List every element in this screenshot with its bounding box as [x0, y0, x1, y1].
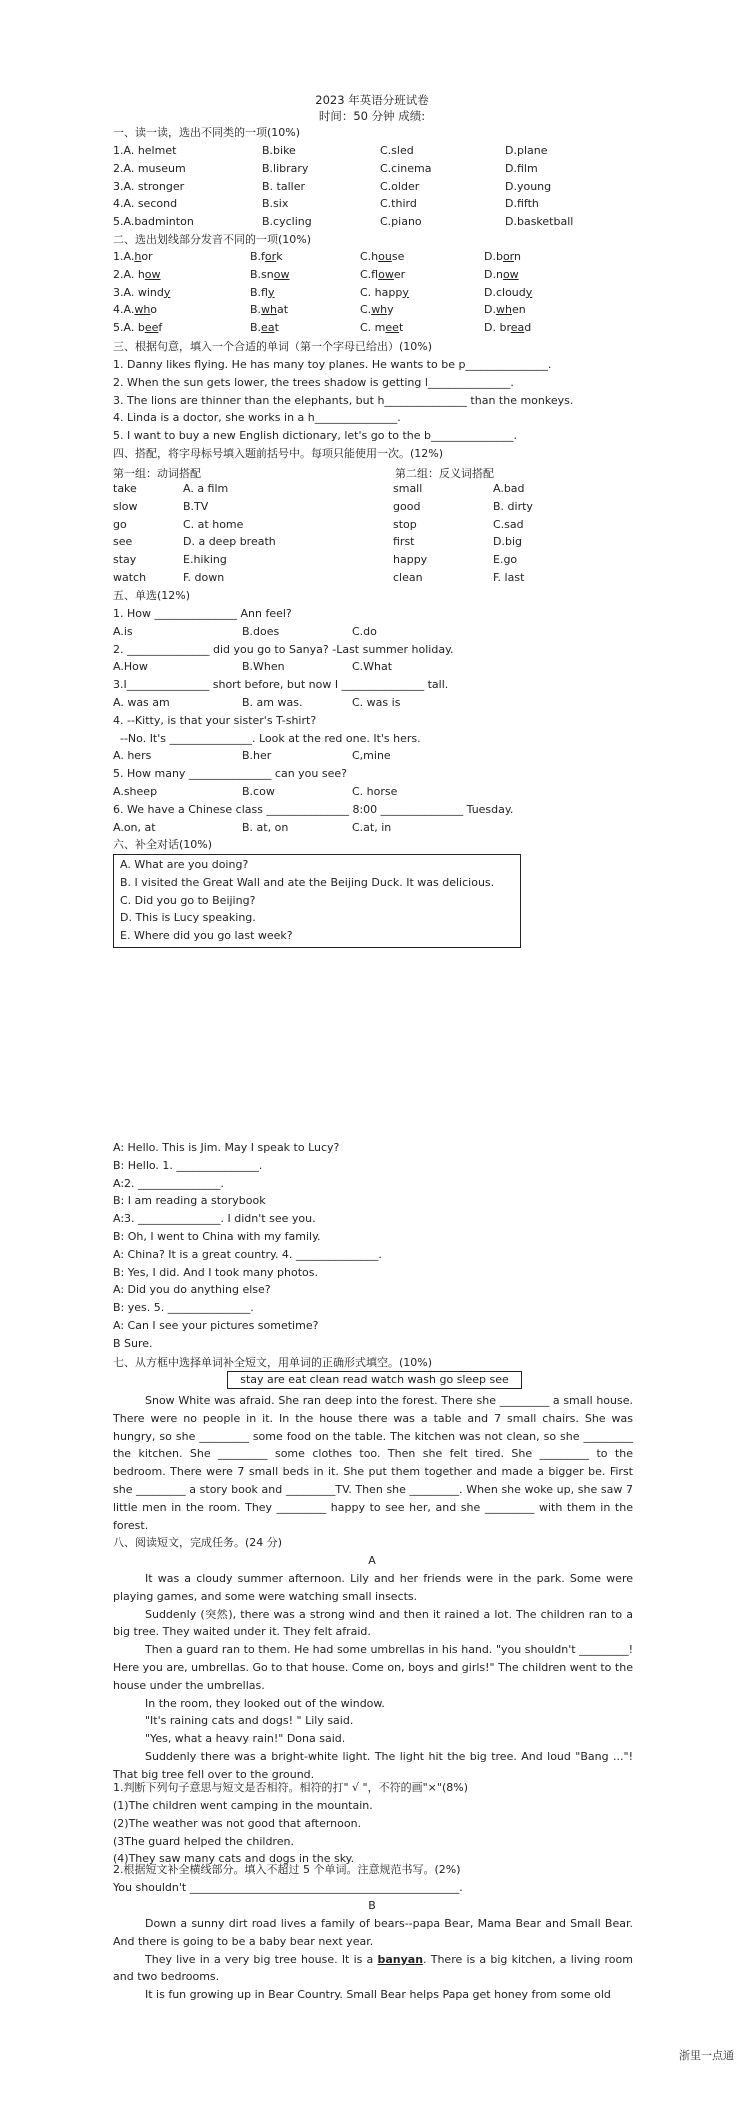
section-4-heading: 四、搭配，将字母标号填入题前括号中。每项只能使用一次。(12%) [113, 447, 444, 460]
s4-item: F. last [493, 571, 525, 584]
s1-option: 2.A. museum [113, 161, 186, 175]
s1-option: C.cinema [380, 161, 432, 175]
underlined-letters: ow [502, 267, 519, 281]
s1-option: 3.A. stronger [113, 179, 185, 193]
dialogue-option: D. This is Lucy speaking. [120, 911, 256, 925]
s5-choice: B.cow [242, 785, 275, 798]
s3-sentence: 3. The lions are thinner than the elephants, but h_______________ than the monkeys. [113, 393, 574, 407]
passage-a-paragraph: Suddenly there was a bright-white light. The light hit the big tree. And loud "Bang ..."! That big tree fell over to the ground. [113, 1749, 633, 1781]
s5-question: 1. How _______________ Ann feel? [113, 607, 292, 620]
dialogue-option: C. Did you go to Beijing? [120, 893, 256, 907]
s4-item: B. dirty [493, 499, 533, 513]
s5-choice: C.What [352, 660, 393, 674]
s1-option: B.bike [262, 144, 296, 157]
dialogue-line: A: Did you do anything else? [113, 1283, 271, 1297]
s1-option: D.young [505, 179, 552, 193]
s4-item: E.hiking [183, 553, 227, 567]
s4-item: E.go [493, 553, 518, 567]
word-box: stay are eat clean read watch wash go sleep see [227, 1371, 522, 1389]
s5-choice: B.does [242, 624, 280, 638]
s5-choice: B. at, on [242, 820, 289, 834]
s2-option: D.cloudy [484, 285, 533, 299]
s5-choice: B.her [242, 749, 272, 763]
passage-a-paragraph: "Yes, what a heavy rain!" Dona said. [145, 1732, 346, 1746]
s4-item: B.TV [183, 499, 209, 513]
s1-option: D.film [505, 161, 538, 175]
underlined-letters: ee [144, 321, 159, 335]
s2-option: D.now [484, 267, 519, 281]
passage-b-p1: Down a sunny dirt road lives a family of bears--papa Bear, Mama Bear and Small Bear. And there is going to be a baby bear next year. [113, 1917, 633, 1948]
time-score-line: 时间：50 分钟 成绩: [318, 109, 426, 123]
passage-b-p3: It is fun growing up in Bear Country. Small Bear helps Papa get honey from some old [145, 1988, 611, 2002]
underlined-letters: ee [385, 321, 399, 335]
s2-option: 2.A. how [113, 267, 161, 281]
q1-statement: (2)The weather was not good that afternoon. [113, 1816, 362, 1830]
underlined-letters: wh [371, 303, 388, 317]
banyan-word: banyan [377, 1952, 424, 1966]
underlined-letters: y [525, 285, 533, 299]
s5-choice: A. hers [113, 749, 152, 763]
s5-question: --No. It's _______________. Look at the red one. It's hers. [113, 731, 421, 745]
s4-item: small [393, 482, 423, 495]
dialogue-line: A: Can I see your pictures sometime? [113, 1319, 319, 1332]
s5-choice: A.is [113, 624, 133, 638]
s4-item: take [113, 482, 137, 495]
dialogue-line: A: China? It is a great country. 4. _______________. [113, 1247, 382, 1261]
passage-a-paragraph: It was a cloudy summer afternoon. Lily and her friends were in the park. Some were playing games, and some were watching small insects. [113, 1572, 633, 1603]
s5-choice: C.at, in [352, 820, 392, 834]
passage-b [113, 1915, 633, 2004]
s1-option: C.piano [380, 215, 422, 229]
s4-item: A. a film [183, 482, 229, 495]
s5-question: 3.I_______________ short before, but now I _______________ tall. [113, 678, 449, 692]
passage-a-paragraph: "It's raining cats and dogs! " Lily said. [145, 1714, 354, 1728]
s1-option: D.plane [505, 144, 548, 157]
section-6-heading: 六、补全对话(10%) [113, 838, 213, 851]
s2-option: C.house [360, 250, 405, 263]
s1-option: B.cycling [262, 215, 312, 229]
s1-option: B.library [262, 161, 309, 175]
passage-a-label: A [368, 1554, 376, 1567]
s2-option: B.fork [250, 250, 283, 263]
s2-option: B.snow [250, 267, 290, 281]
s2-option: C. happy [360, 285, 409, 299]
s2-option: 5.A. beef [113, 321, 163, 335]
s1-option: D.basketball [505, 215, 574, 229]
s5-choice: C. was is [352, 696, 401, 709]
underlined-letters: ea [261, 321, 275, 335]
s4-item: A.bad [493, 482, 525, 495]
s1-option: C.older [380, 179, 420, 193]
s5-choice: B. am was. [242, 696, 303, 709]
passage-a-paragraph: In the room, they looked out of the window. [145, 1696, 385, 1710]
s5-choice: C,mine [352, 749, 391, 763]
s1-option: C.third [380, 197, 417, 211]
underlined-letters: y [402, 285, 409, 299]
s3-sentence: 1. Danny likes flying. He has many toy planes. He wants to be p_______________. [113, 358, 552, 371]
s5-choice: C.do [352, 624, 377, 638]
passage-a-paragraph: Suddenly (突然), there was a strong wind and then it rained a lot. The children ran to a big tree. They waited under it. They felt afraid. [113, 1607, 633, 1639]
dialogue-line: B: yes. 5. _______________. [113, 1301, 254, 1315]
s4-item: clean [393, 571, 423, 584]
underlined-letters: wh [261, 303, 278, 317]
section-7-heading: 七、从方框中选择单词补全短文，用单词的正确形式填空。(10%) [113, 1356, 433, 1369]
exam-title: 2023 年英语分班试卷 [315, 93, 429, 107]
underlined-letters: h [134, 250, 142, 263]
s5-choice: A.sheep [113, 785, 158, 798]
underlined-letters: y [267, 285, 275, 299]
s4-item: stay [113, 553, 137, 567]
s5-choice: A.on, at [113, 820, 156, 834]
q2-heading: 2.根据短文补全横线部分。填入不超过 5 个单词。注意规范书写。(2%) [113, 1863, 461, 1876]
s2-option: B.what [250, 303, 289, 317]
q1-statement: (3The guard helped the children. [113, 1834, 294, 1848]
q1-statement: (4)They saw many cats and dogs in the sky. [113, 1852, 355, 1866]
s1-option: 1.A. helmet [113, 144, 177, 157]
dialogue-line: B: Yes, I did. And I took many photos. [113, 1265, 318, 1279]
group-2-title: 第二组：反义词搭配 [395, 467, 494, 480]
s4-item: go [113, 517, 127, 531]
passage-b-p2: They live in a very big tree house. It is a banyan. There is a big kitchen, a living room and two bedrooms. [113, 1952, 633, 1984]
dialogue-line: B: I am reading a storybook [113, 1194, 266, 1208]
s3-sentence: 5. I want to buy a new English dictionary, let's go to the b_______________. [113, 429, 518, 443]
s5-question: 5. How many _______________ can you see? [113, 767, 347, 781]
dialogue-line: B: Hello. 1. _______________. [113, 1158, 263, 1172]
section-3-heading: 三、根据句意，填入一个合适的单词（第一个字母已给出）(10%) [113, 340, 433, 353]
underlined-letters: ow [273, 267, 290, 281]
dialogue-option: E. Where did you go last week? [120, 929, 293, 943]
s1-option: 5.A.badminton [113, 215, 194, 229]
underlined-letters: or [502, 250, 515, 263]
s2-option: B.fly [250, 285, 275, 299]
dialogue-option: B. I visited the Great Wall and ate the Beijing Duck. It was delicious. [120, 875, 495, 889]
s4-item: D. a deep breath [183, 535, 276, 549]
s5-choice: A. was am [113, 696, 170, 709]
s1-option: D.fifth [505, 197, 539, 211]
s1-option: C.sled [380, 144, 414, 157]
section-2-heading: 二、选出划线部分发音不同的一项(10%) [113, 233, 312, 246]
passage-a [113, 1570, 633, 1784]
s4-item: F. down [183, 571, 225, 584]
s2-option: D. bread [484, 321, 532, 335]
s2-option: 1.A.hor [113, 250, 153, 263]
s4-item: stop [393, 517, 417, 531]
s5-choice: B.When [242, 660, 285, 674]
s2-option: 3.A. windy [113, 285, 171, 299]
dialogue-line: B Sure. [113, 1336, 153, 1350]
s5-choice: C. horse [352, 785, 398, 798]
s4-item: slow [113, 499, 138, 513]
s3-sentence: 4. Linda is a doctor, she works in a h_______________. [113, 411, 401, 425]
s5-question: 6. We have a Chinese class _______________ 8:00 _______________ Tuesday. [113, 802, 514, 816]
s2-option: B.eat [250, 321, 279, 335]
s2-option: D.when [484, 303, 526, 317]
s4-item: D.big [493, 535, 522, 549]
s2-option: 4.A.who [113, 303, 158, 317]
underlined-letters: wh [134, 303, 151, 317]
q1-heading: 1.判断下列句子意思与短文是否相符。相符的打" √ "，不符的画"×"(8%) [113, 1781, 468, 1794]
s1-option: B. taller [262, 179, 305, 193]
underlined-letters: ea [510, 321, 525, 335]
dialogue-line: A:2. _______________. [113, 1176, 225, 1190]
dialogue-options-box [113, 854, 521, 948]
underlined-letters: ou [378, 250, 392, 263]
s2-option: C. meet [360, 321, 404, 335]
dialogue-line: B: Oh, I went to China with my family. [113, 1230, 321, 1243]
q2-answer-line: You shouldn't _________________________________________________. [113, 1881, 463, 1894]
underlined-letters: or [264, 250, 277, 263]
dialogue-option: A. What are you doing? [120, 858, 249, 871]
passage-b-label: B [368, 1899, 376, 1912]
s5-choice: A.How [113, 660, 148, 674]
s5-question: 4. --Kitty, is that your sister's T-shirt? [113, 713, 317, 727]
group-1-title: 第一组：动词搭配 [113, 467, 201, 480]
watermark: 浙里一点通 [679, 2049, 734, 2062]
s2-option: C.flower [360, 267, 406, 281]
underlined-letters: ow [378, 267, 394, 281]
s4-item: watch [113, 571, 147, 584]
s1-option: B.six [262, 197, 289, 211]
passage-a-paragraph: Then a guard ran to them. He had some umbrellas in his hand. "you shouldn't _________! Here you are, umbrellas. Go to that house. Come on, boys and girls!" The children went to the house under the umbrellas. [113, 1643, 633, 1692]
s4-item: happy [393, 553, 428, 567]
underlined-letters: ow [144, 267, 161, 281]
s2-option: C.why [360, 303, 394, 317]
s4-item: good [393, 499, 421, 513]
snow-white-passage: Snow White was afraid. She ran deep into the forest. There she _________ a small house. There were no people in it. In the house there was a table and 7 small chairs. She was hungry, so she _________ some food on the table. The kitchen was not clean, so she _________ the kitchen. She _________ some clothes too. Then she felt tired. She _________ to the bedroom. There were 7 small beds in it. She put them together and made a bigger be. First she _________ a story book and _________TV. Then she _________. When she woke up, she saw 7 little men in the room. They _________ happy to see her, and she _________ with them in the forest. [113, 1394, 633, 1532]
q1-statement: (1)The children went camping in the mountain. [113, 1799, 373, 1812]
dialogue-line: A:3. _______________. I didn't see you. [113, 1212, 316, 1226]
s4-item: first [393, 535, 415, 549]
s5-question: 2. _______________ did you go to Sanya? -Last summer holiday. [113, 642, 454, 656]
dialogue-line: A: Hello. This is Jim. May I speak to Lucy? [113, 1141, 340, 1154]
s2-option: D.born [484, 250, 521, 263]
s1-option: 4.A. second [113, 197, 178, 211]
s4-item: C.sad [493, 517, 524, 531]
s4-item: see [113, 535, 133, 549]
s4-item: C. at home [183, 517, 244, 531]
underlined-letters: wh [495, 303, 512, 317]
section-8-heading: 八、阅读短文，完成任务。(24 分) [113, 1536, 283, 1549]
s3-sentence: 2. When the sun gets lower, the trees shadow is getting l_______________. [113, 375, 514, 389]
section-1-heading: 一、读一读，选出不同类的一项(10%) [113, 126, 301, 139]
section-5-heading: 五、单选(12%) [113, 589, 191, 602]
underlined-letters: y [163, 285, 171, 299]
